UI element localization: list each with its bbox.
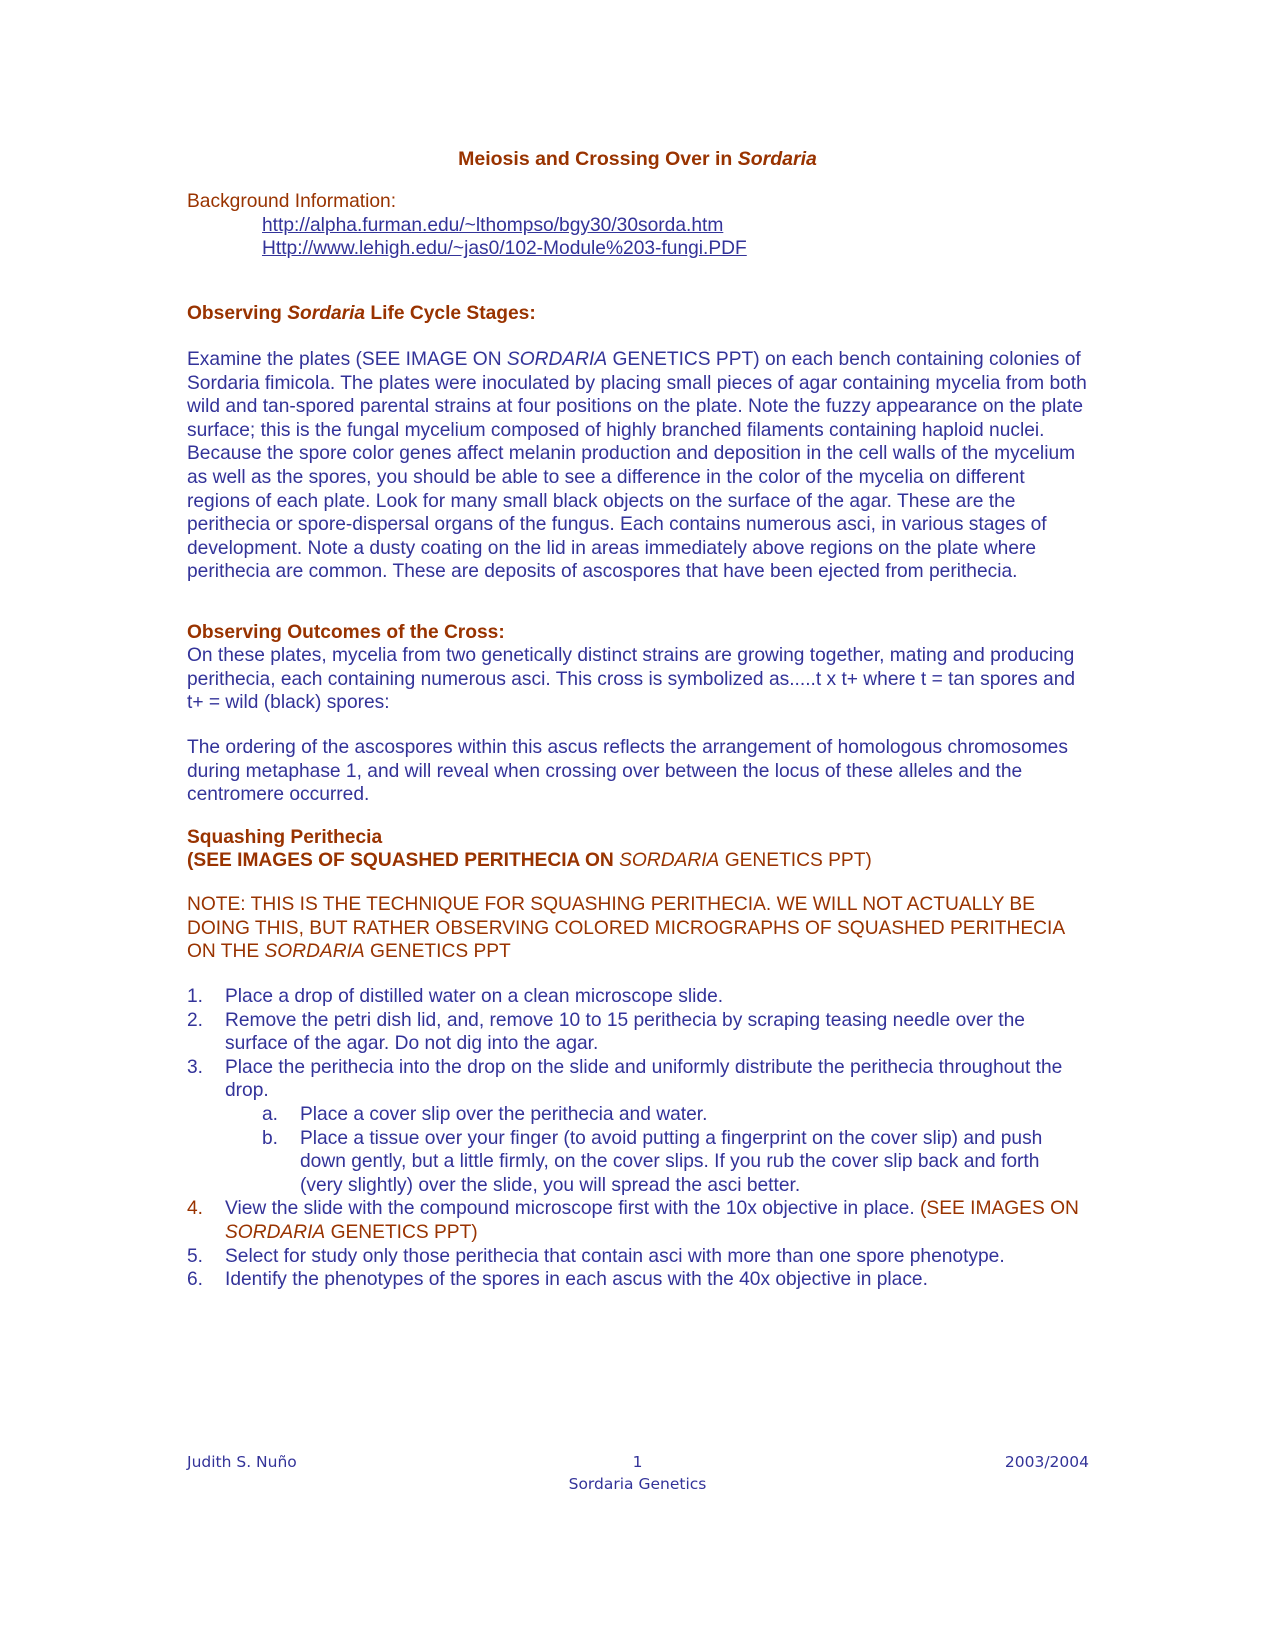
section-life-cycle-heading (187, 302, 1087, 326)
heading-post: Life Cycle Stages: (365, 303, 536, 324)
step-number: 4. (187, 1198, 204, 1220)
step-number: 6. (187, 1269, 204, 1291)
list-item (187, 1009, 1087, 1056)
section-outcomes-paragraph-2 (187, 736, 1087, 807)
step-number: 5. (187, 1245, 204, 1267)
step-text: Select for study only those perithecia that contain asci with more than one spore phenotype. (225, 1245, 1005, 1267)
list-item (187, 985, 1087, 1009)
list-item (187, 1127, 1087, 1198)
step-text: Remove the petri dish lid, and, remove 10 to 15 perithecia by scraping teasing needle over the surface of the agar. Do not dig into the agar. (225, 1009, 1025, 1055)
heading-italic: Sordaria (287, 303, 366, 324)
list-item (187, 1268, 1087, 1292)
heading-pre: Observing (187, 303, 288, 324)
step-letter: a. (262, 1103, 279, 1125)
step-letter: b. (262, 1127, 279, 1149)
section-squashing-subheading (187, 849, 1087, 873)
section-squashing-heading: Squashing Perithecia (187, 827, 383, 848)
list-item (187, 1245, 1087, 1269)
subheading-bold: (SEE IMAGES OF SQUASHED PERITHECIA ON (187, 850, 620, 871)
list-item (187, 1197, 1087, 1244)
background-label: Background Information: (187, 191, 397, 212)
step-note-pre: (SEE IMAGES ON (914, 1198, 1079, 1220)
step-note-post: GENETICS PPT) (325, 1221, 478, 1243)
para-italic: SORDARIA (506, 349, 608, 370)
footer-author: Judith S. Nuño (187, 1453, 297, 1471)
background-link-lehigh[interactable]: Http://www.lehigh.edu/~jas0/102-Module%203-fungi.PDF (262, 238, 747, 260)
step-number: 3. (187, 1056, 204, 1078)
page-title (0, 148, 1275, 171)
outcomes-text-2: The ordering of the ascospores within this ascus reflects the arrangement of homologous chromosomes during metaphase 1, and will reveal when crossing over between the locus of these alleles and the centromere occurred. (187, 737, 1068, 806)
background-section (187, 190, 1087, 261)
footer-subtitle: Sordaria Genetics (568, 1475, 707, 1493)
step-text: Place a tissue over your finger (to avoid putting a fingerprint on the cover slip) and push down gently, but a little firmly, on the cover slips. If you rub the cover slip back and forth (very slightly) over the slide, you will spread the asci better. (300, 1127, 1043, 1196)
squashing-note (187, 893, 1087, 964)
subheading-post: GENETICS PPT) (719, 850, 872, 871)
list-item (187, 1103, 1087, 1127)
step-text: Place a cover slip over the perithecia and water. (300, 1103, 708, 1125)
section-outcomes-paragraph-1 (187, 644, 1087, 715)
outcomes-text-1: On these plates, mycelia from two genetically distinct strains are growing together, mating and producing perithecia, each containing numerous asci. This cross is symbolized as.....t x t+ where t = tan spores and t+ = wild (black) spores: (187, 645, 1076, 714)
step-text: View the slide with the compound microscope first with the 10x objective in place. (225, 1198, 915, 1220)
step-number: 2. (187, 1009, 204, 1031)
step-text: Place the perithecia into the drop on the slide and uniformly distribute the perithecia throughout the drop. (225, 1056, 1063, 1102)
title-italic: Sordaria (737, 148, 817, 170)
para-post: GENETICS PPT) on each bench containing colonies of Sordaria fimicola. The plates were inoculated by placing small pieces of agar containing mycelia from both wild and tan-spored parental strains at four positions on the plate. Note the fuzzy appearance on the plate surface; this is the fungal mycelium composed of highly branched filaments containing haploid nuclei. Because the spore color genes affect melanin production and deposition in the cell walls of the mycelium as well as the spores, you should be able to see a difference in the color of the mycelia on different regions of each plate. Look for many small black objects on the surface of the agar. These are the perithecia or spore-dispersal organs of the fungus. Each contains numerous asci, in various stages of development. Note a dusty coating on the lid in areas immediately above regions on the plate where perithecia are common. These are deposits of ascospores that have been ejected from perithecia. (187, 349, 1087, 583)
footer-page-number: 1 (632, 1453, 643, 1471)
para-pre: Examine the plates (SEE IMAGE ON (187, 349, 507, 370)
note-pre: NOTE: THIS IS THE TECHNIQUE FOR SQUASHING PERITHECIA. WE WILL NOT ACTUALLY BE DOING THIS, BUT RATHER OBSERVING COLORED MICROGRAPHS OF SQUASHED PERITHECIA ON THE (187, 894, 1065, 963)
step-number: 1. (187, 986, 204, 1007)
footer-date: 2003/2004 (1004, 1453, 1089, 1471)
title-main: Meiosis and Crossing Over in (458, 148, 738, 170)
section-outcomes-heading: Observing Outcomes of the Cross: (187, 622, 505, 643)
note-italic: SORDARIA (264, 941, 365, 963)
step-text: Identify the phenotypes of the spores in each ascus with the 40x objective in place. (225, 1269, 928, 1291)
subheading-italic: SORDARIA (619, 850, 720, 871)
section-life-cycle-paragraph (187, 348, 1087, 584)
note-post: GENETICS PPT (364, 941, 511, 963)
list-item (187, 1056, 1087, 1103)
squashing-steps (187, 985, 1087, 1292)
step-note-italic: SORDARIA (225, 1221, 326, 1243)
background-link-furman[interactable]: http://alpha.furman.edu/~lthompso/bgy30/30sorda.htm (262, 214, 724, 236)
step-text: Place a drop of distilled water on a clean microscope slide. (225, 986, 724, 1007)
